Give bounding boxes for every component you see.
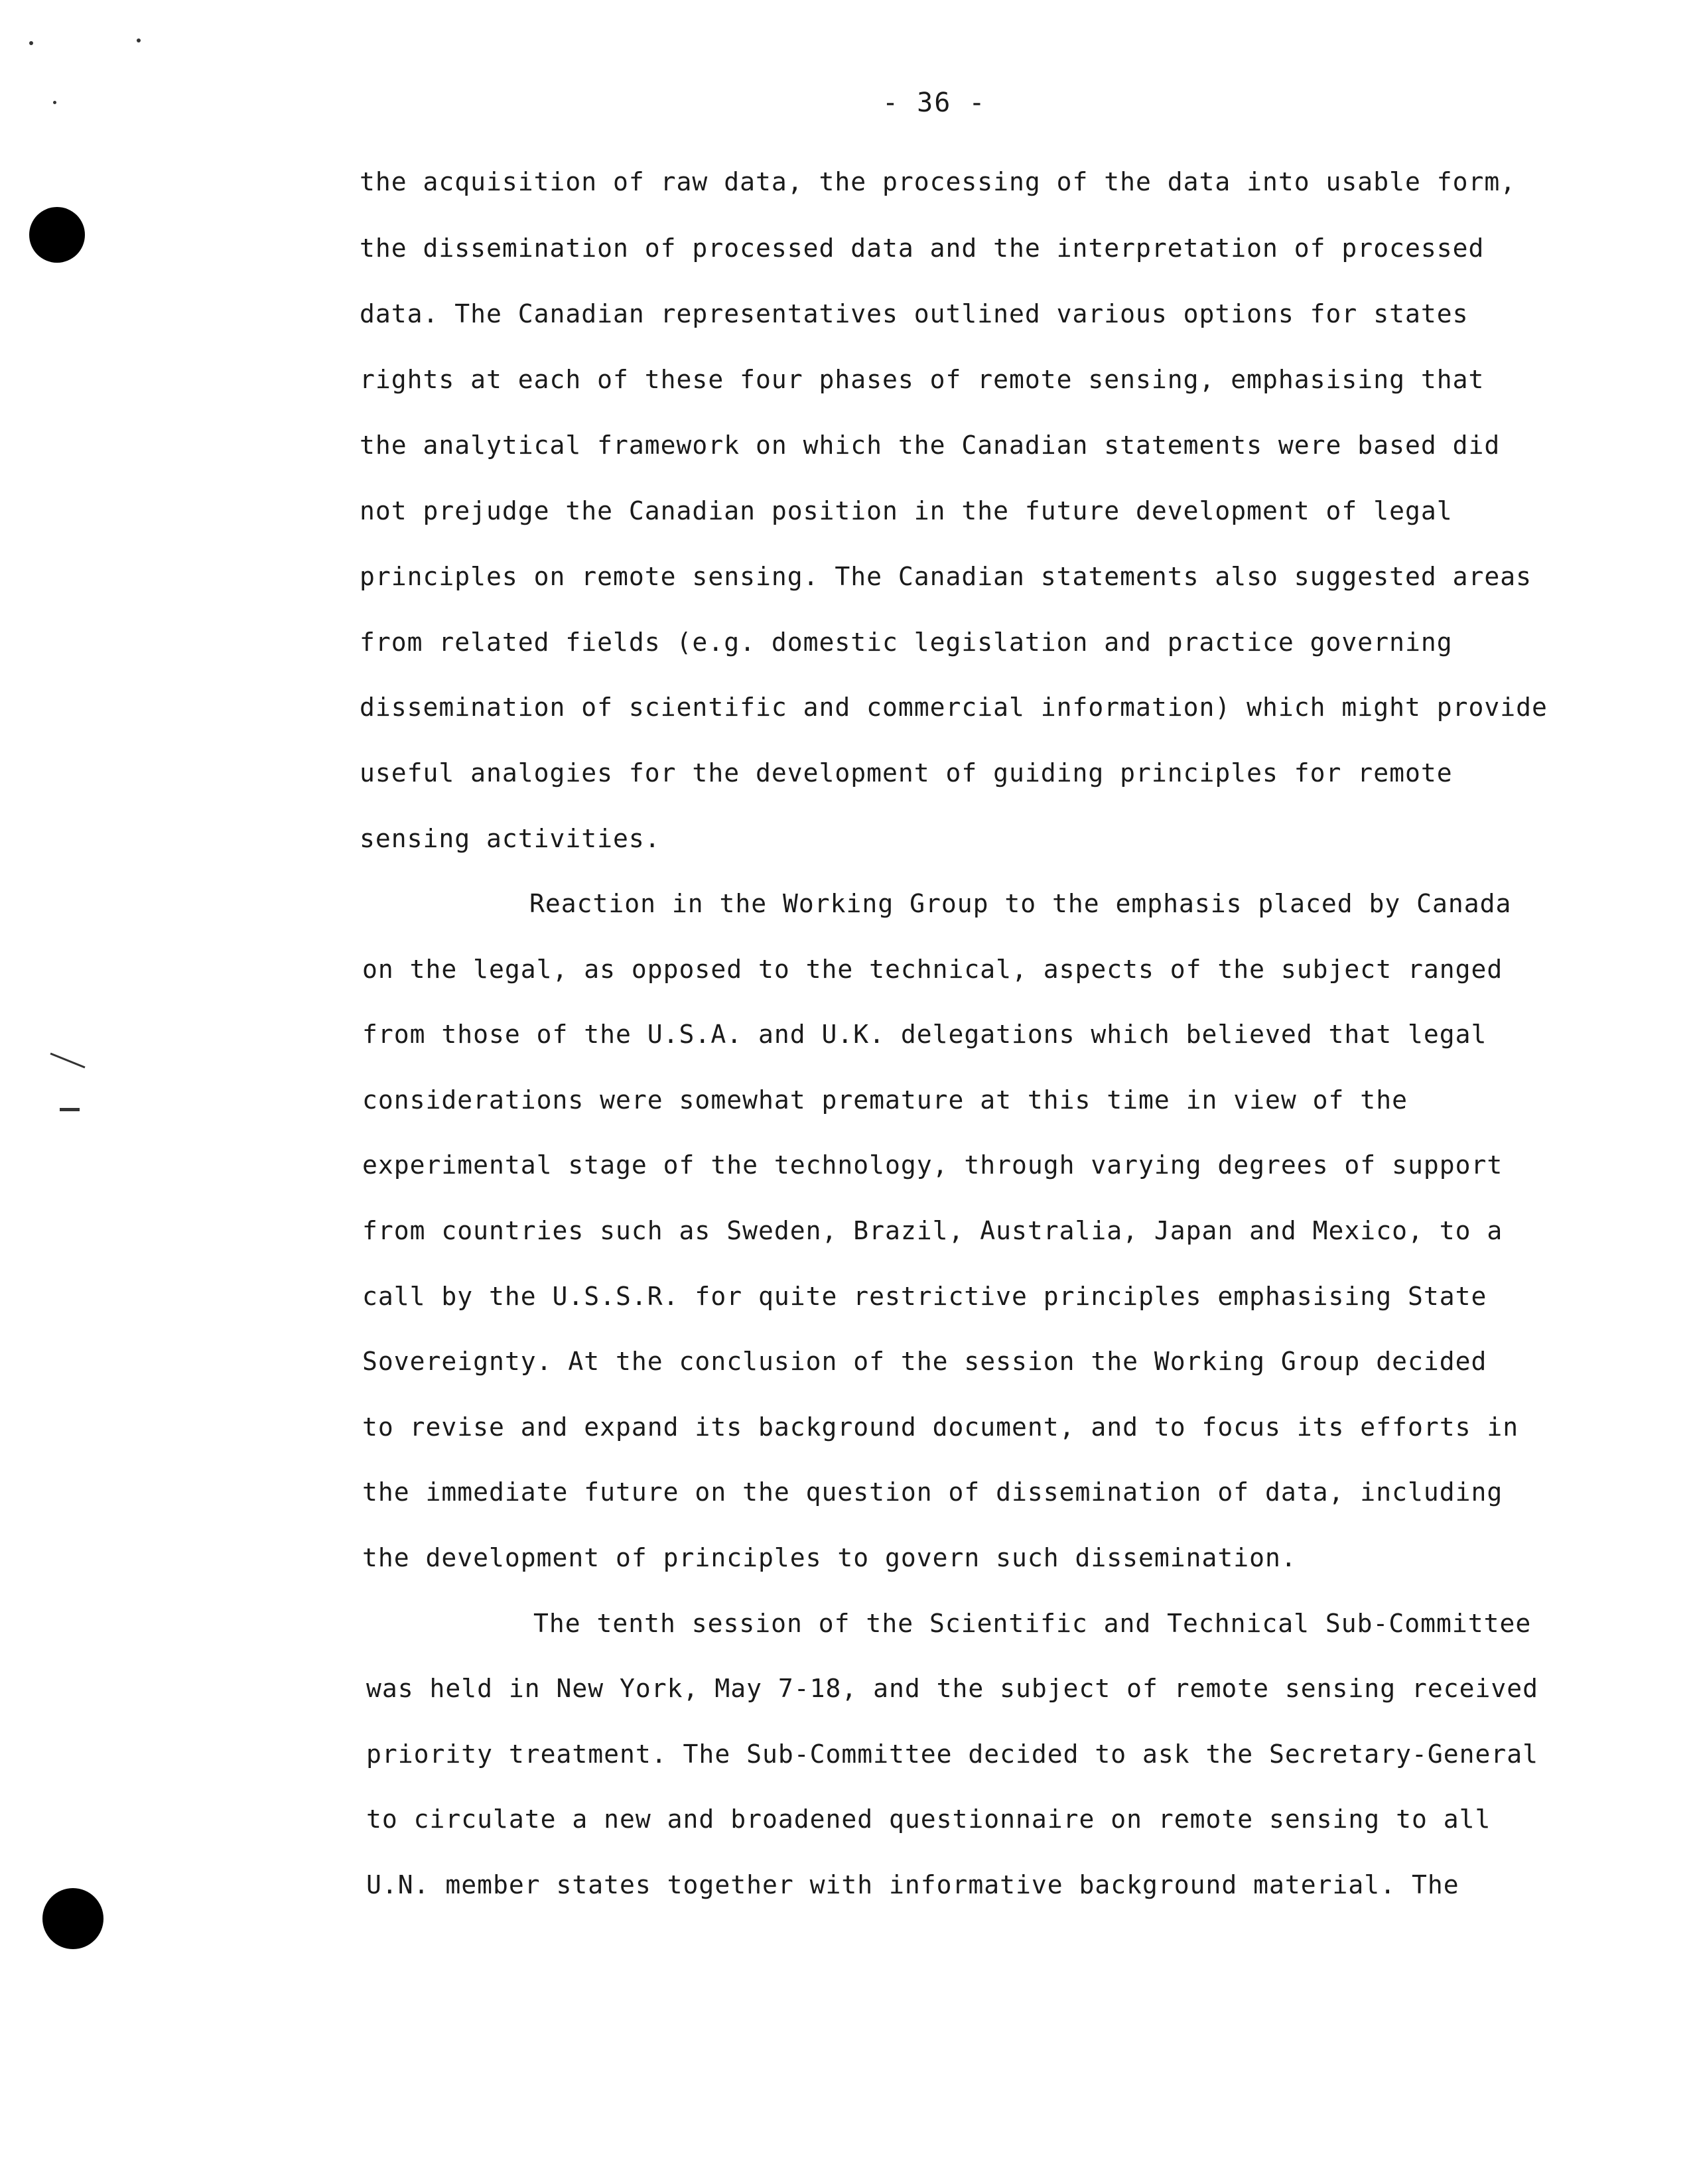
text-line: call by the U.S.S.R. for quite restrictive principles emphasising State (362, 1282, 1487, 1311)
scan-mark (50, 1053, 85, 1069)
scan-speck (53, 101, 56, 104)
scan-speck (29, 41, 33, 45)
text-line: experimental stage of the technology, through varying degrees of support (362, 1150, 1503, 1180)
text-line: the analytical framework on which the Canadian statements were based did (360, 431, 1501, 460)
text-line: was held in New York, May 7-18, and the subject of remote sensing received (366, 1674, 1538, 1703)
text-line: to circulate a new and broadened questionnaire on remote sensing to all (366, 1805, 1491, 1834)
text-line: from related fields (e.g. domestic legislation and practice governing (360, 628, 1453, 657)
text-line: data. The Canadian representatives outlined various options for states (360, 299, 1469, 328)
text-line: priority treatment. The Sub-Committee decided to ask the Secretary-General (366, 1740, 1538, 1769)
text-line: rights at each of these four phases of remote sensing, emphasising that (360, 365, 1485, 394)
text-line: not prejudge the Canadian position in the future development of legal (360, 496, 1453, 525)
text-line: the dissemination of processed data and the interpretation of processed (360, 234, 1485, 263)
text-line: considerations were somewhat premature at this time in view of the (362, 1085, 1408, 1115)
text-line: useful analogies for the development of guiding principles for remote (360, 758, 1453, 787)
text-line: the acquisition of raw data, the processing of the data into usable form, (360, 167, 1517, 196)
text-line: principles on remote sensing. The Canadian statements also suggested areas (360, 562, 1532, 591)
text-line: from countries such as Sweden, Brazil, Australia, Japan and Mexico, to a (362, 1216, 1503, 1245)
text-line: Reaction in the Working Group to the emphasis placed by Canada (529, 889, 1512, 918)
text-line: U.N. member states together with informative background material. The (366, 1870, 1459, 1899)
scan-mark (60, 1108, 80, 1111)
page-number: - 36 - (882, 88, 986, 118)
text-line: on the legal, as opposed to the technical, aspects of the subject ranged (362, 955, 1503, 984)
text-line: the immediate future on the question of dissemination of data, including (362, 1477, 1503, 1507)
punch-hole-top (29, 207, 85, 263)
text-line: sensing activities. (360, 824, 661, 853)
text-line: the development of principles to govern such dissemination. (362, 1543, 1297, 1572)
text-line: Sovereignty. At the conclusion of the session the Working Group decided (362, 1347, 1487, 1376)
punch-hole-bottom (42, 1888, 103, 1949)
text-line: The tenth session of the Scientific and Technical Sub-Committee (533, 1609, 1532, 1638)
text-line: dissemination of scientific and commercial information) which might provide (360, 693, 1548, 722)
text-line: from those of the U.S.A. and U.K. delegations which believed that legal (362, 1020, 1487, 1049)
text-line: to revise and expand its background document, and to focus its efforts in (362, 1412, 1519, 1442)
scan-speck (137, 38, 141, 42)
